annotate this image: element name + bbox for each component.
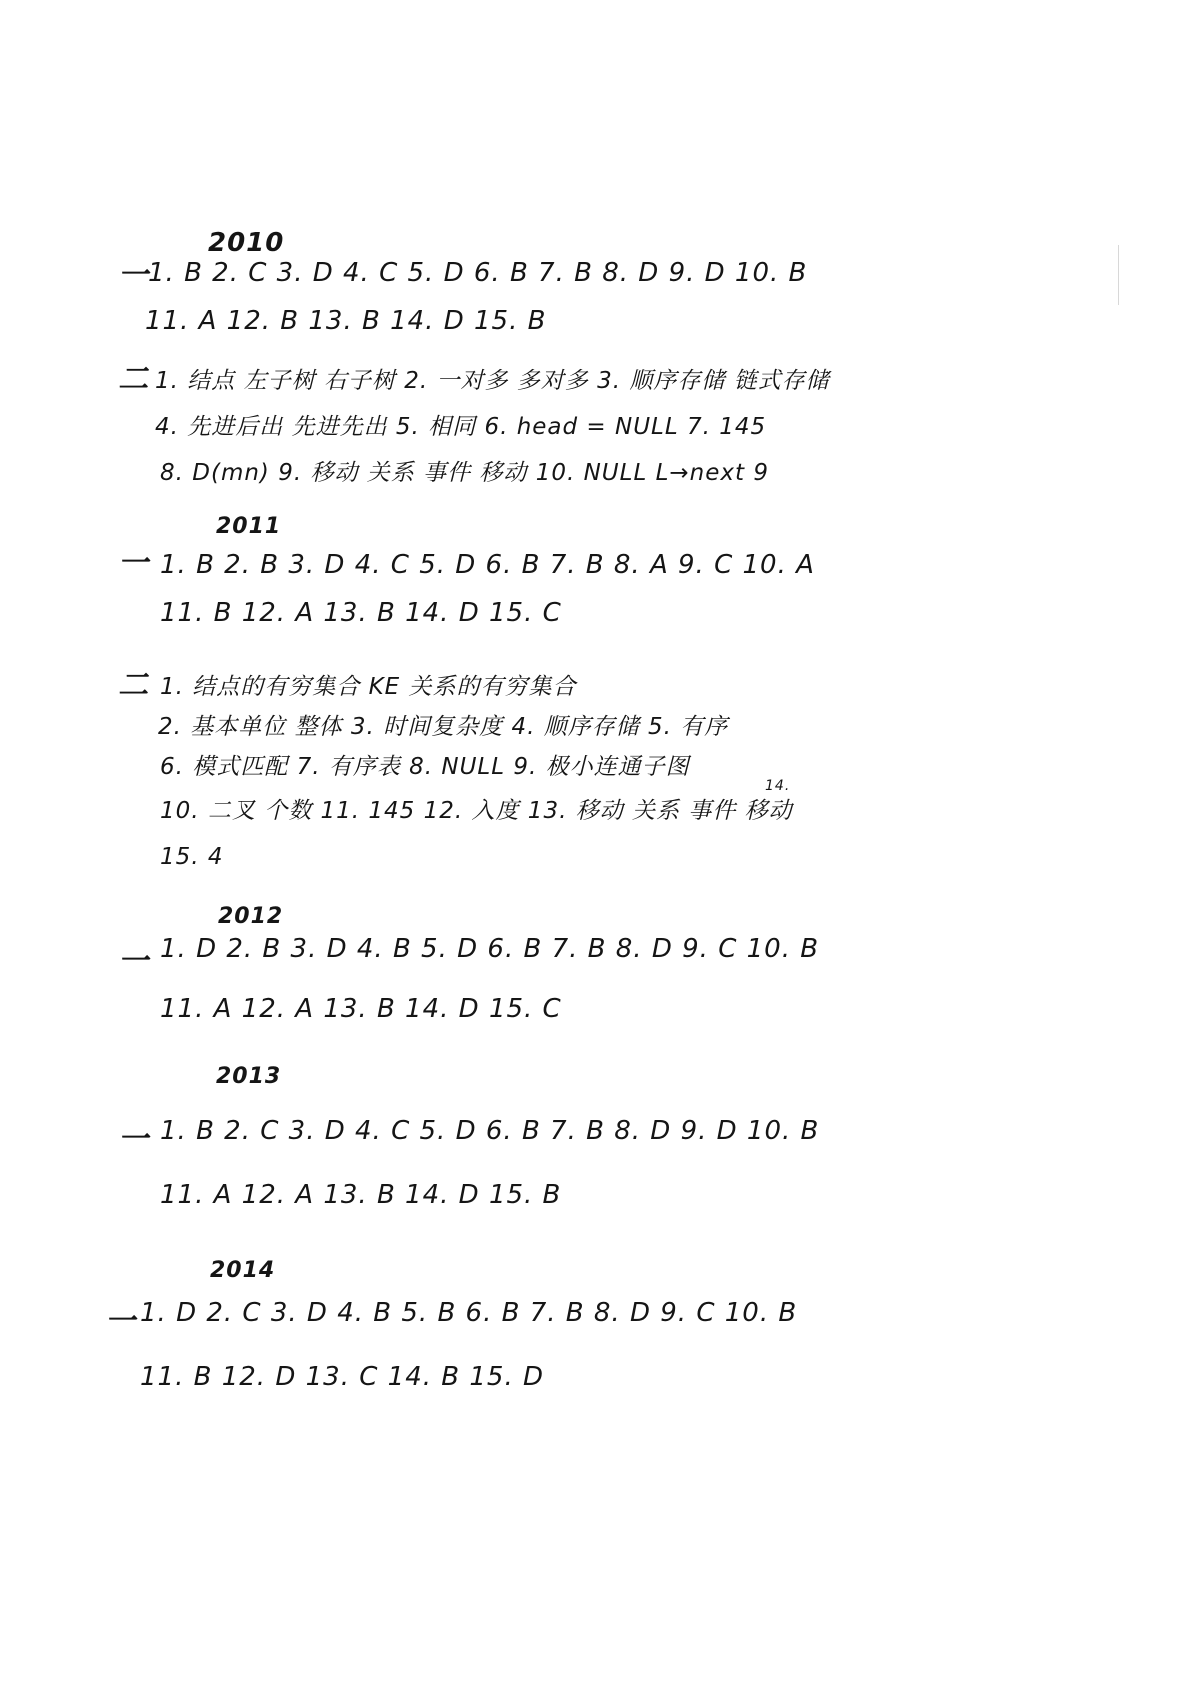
answers-2011-fill-row1: 1. 结点的有穷集合 KE 关系的有穷集合 [160, 674, 577, 700]
answers-2011-fill-row2: 2. 基本单位 整体 3. 时间复杂度 4. 顺序存储 5. 有序 [158, 714, 729, 740]
section-mark-multiple-choice-2014: 一 [105, 1304, 136, 1339]
answers-2012-mc-row2: 11. A 12. A 13. B 14. D 15. C [160, 994, 562, 1024]
answers-2011-fill-row4: 10. 二叉 个数 11. 145 12. 入度 13. 移动 关系 事件 移动 [160, 798, 793, 824]
year-heading-2011: 2011 [216, 514, 282, 539]
answers-2011-mc-row2: 11. B 12. A 13. B 14. D 15. C [160, 598, 562, 628]
answers-2010-fill-row2: 4. 先进后出 先进先出 5. 相同 6. head = NULL 7. 145 [155, 414, 767, 440]
answers-2012-mc-row1: 1. D 2. B 3. D 4. B 5. D 6. B 7. B 8. D 9. C 10. B [160, 934, 820, 964]
answers-2013-mc-row2: 11. A 12. A 13. B 14. D 15. B [160, 1180, 562, 1210]
answers-2010-fill-row1: 1. 结点 左子树 右子树 2. 一对多 多对多 3. 顺序存储 链式存储 [155, 368, 830, 394]
answers-2010-mc-row1: 1. B 2. C 3. D 4. C 5. D 6. B 7. B 8. D 9. D 10. B [148, 258, 808, 288]
section-mark-fill-in-2010: 二 [118, 362, 149, 397]
answers-2011-fill-note-14: 14. [765, 778, 791, 794]
answers-2010-fill-row3: 8. D(mn) 9. 移动 关系 事件 移动 10. NULL L→next 9 [160, 460, 769, 486]
section-mark-multiple-choice-2011: 一 [118, 546, 149, 581]
answers-2011-fill-row3: 6. 模式匹配 7. 有序表 8. NULL 9. 极小连通子图 [160, 754, 690, 780]
answers-2011-fill-row5: 15. 4 [160, 844, 224, 870]
section-mark-multiple-choice-2010: 一 [118, 258, 149, 293]
answers-2014-mc-row2: 11. B 12. D 13. C 14. B 15. D [140, 1362, 544, 1392]
section-mark-multiple-choice-2013: 一 [118, 1122, 149, 1157]
answers-2013-mc-row1: 1. B 2. C 3. D 4. C 5. D 6. B 7. B 8. D 9. D 10. B [160, 1116, 820, 1146]
answers-2011-mc-row1: 1. B 2. B 3. D 4. C 5. D 6. B 7. B 8. A 9. C 10. A [160, 550, 815, 580]
scan-edge-line [1118, 245, 1119, 305]
year-heading-2014: 2014 [210, 1258, 276, 1283]
year-heading-2010: 2010 [208, 228, 285, 258]
section-mark-multiple-choice-2012: 一 [118, 944, 149, 979]
year-heading-2013: 2013 [216, 1064, 282, 1089]
section-mark-fill-in-2011: 二 [118, 668, 149, 703]
year-heading-2012: 2012 [218, 904, 284, 929]
answers-2010-mc-row2: 11. A 12. B 13. B 14. D 15. B [145, 306, 547, 336]
answers-2014-mc-row1: 1. D 2. C 3. D 4. B 5. B 6. B 7. B 8. D 9. C 10. B [140, 1298, 798, 1328]
